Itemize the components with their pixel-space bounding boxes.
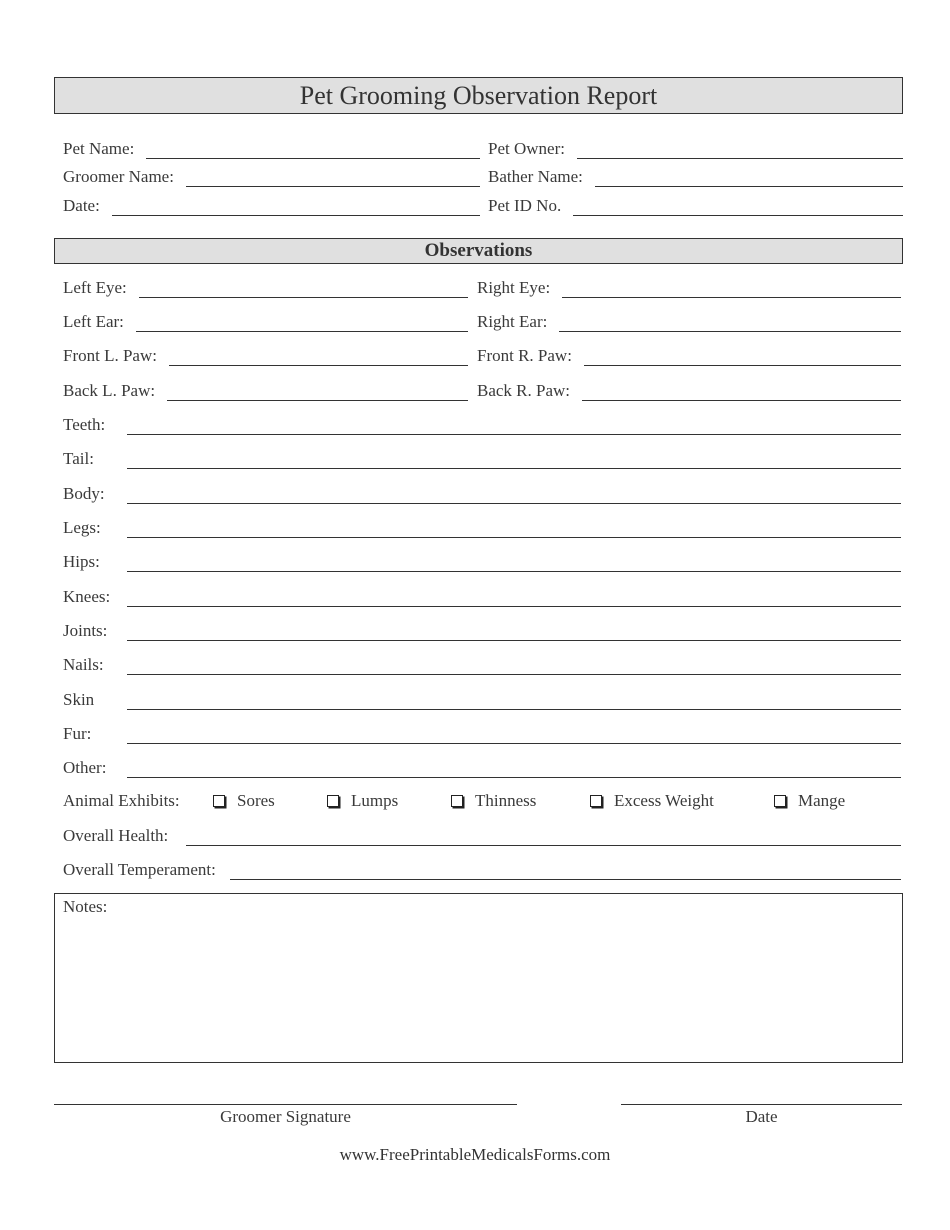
- overall-health-label: Overall Health:: [63, 826, 169, 845]
- left-ear-label: Left Ear:: [63, 312, 124, 331]
- knees-field[interactable]: [63, 585, 901, 607]
- mange-label: Mange: [798, 791, 846, 810]
- skin-field[interactable]: [63, 688, 901, 710]
- notes-box[interactable]: [54, 893, 903, 1063]
- teeth-field[interactable]: [63, 413, 901, 435]
- bather-name-field[interactable]: [488, 165, 903, 187]
- right-ear-field[interactable]: [477, 310, 901, 332]
- animal-exhibits-group: [63, 790, 903, 812]
- pet-id-label: Pet ID No.: [488, 196, 562, 215]
- nails-label: Nails:: [63, 655, 104, 674]
- groomer-name-label: Groomer Name:: [63, 167, 174, 186]
- groomer-signature-line[interactable]: [54, 1104, 517, 1105]
- signature-date-line[interactable]: [621, 1104, 902, 1105]
- groomer-name-field[interactable]: [63, 165, 480, 187]
- animal-exhibits-label: Animal Exhibits:: [63, 791, 180, 810]
- left-eye-field[interactable]: [63, 276, 468, 298]
- date-field[interactable]: [63, 194, 480, 216]
- right-ear-label: Right Ear:: [477, 312, 548, 331]
- fur-field[interactable]: [63, 722, 901, 744]
- thinness-label: Thinness: [475, 791, 537, 810]
- bather-name-label: Bather Name:: [488, 167, 583, 186]
- sores-checkbox[interactable]: [213, 790, 275, 812]
- other-field[interactable]: [63, 756, 901, 778]
- groomer-signature-caption: Groomer Signature: [220, 1107, 351, 1126]
- right-eye-label: Right Eye:: [477, 278, 551, 297]
- legs-field[interactable]: [63, 516, 901, 538]
- overall-temperament-field[interactable]: [63, 858, 901, 880]
- legs-label: Legs:: [63, 518, 101, 537]
- other-label: Other:: [63, 758, 107, 777]
- nails-field[interactable]: [63, 653, 901, 675]
- hips-field[interactable]: [63, 550, 901, 572]
- signature-date-caption: Date: [745, 1107, 778, 1126]
- joints-field[interactable]: [63, 619, 901, 641]
- back-r-paw-label: Back R. Paw:: [477, 381, 571, 400]
- knees-label: Knees:: [63, 587, 111, 606]
- tail-label: Tail:: [63, 449, 94, 468]
- back-l-paw-field[interactable]: [63, 379, 468, 401]
- body-field[interactable]: [63, 482, 901, 504]
- skin-label: Skin: [63, 690, 95, 709]
- teeth-label: Teeth:: [63, 415, 106, 434]
- checkbox-icon: [327, 795, 339, 807]
- overall-health-field[interactable]: [63, 824, 901, 846]
- pet-name-label: Pet Name:: [63, 139, 135, 158]
- date-label: Date:: [63, 196, 100, 215]
- excess-weight-label: Excess Weight: [614, 791, 714, 810]
- checkbox-icon: [590, 795, 602, 807]
- pet-owner-label: Pet Owner:: [488, 139, 565, 158]
- checkbox-icon: [451, 795, 463, 807]
- excess-weight-checkbox[interactable]: [590, 790, 714, 812]
- notes-label: Notes:: [63, 897, 108, 916]
- left-ear-field[interactable]: [63, 310, 468, 332]
- front-r-paw-field[interactable]: [477, 344, 901, 366]
- hips-label: Hips:: [63, 552, 100, 571]
- tail-field[interactable]: [63, 447, 901, 469]
- front-r-paw-label: Front R. Paw:: [477, 346, 572, 365]
- observations-heading: Observations: [54, 238, 903, 264]
- back-l-paw-label: Back L. Paw:: [63, 381, 156, 400]
- pet-name-field[interactable]: [63, 137, 480, 159]
- pet-owner-field[interactable]: [488, 137, 903, 159]
- lumps-checkbox[interactable]: [327, 790, 398, 812]
- mange-checkbox[interactable]: [774, 790, 845, 812]
- left-eye-label: Left Eye:: [63, 278, 127, 297]
- lumps-label: Lumps: [351, 791, 399, 810]
- checkbox-icon: [774, 795, 786, 807]
- joints-label: Joints:: [63, 621, 108, 640]
- right-eye-field[interactable]: [477, 276, 901, 298]
- footer-url: www.FreePrintableMedicalsForms.com: [339, 1145, 611, 1164]
- front-l-paw-label: Front L. Paw:: [63, 346, 157, 365]
- front-l-paw-field[interactable]: [63, 344, 468, 366]
- body-label: Body:: [63, 484, 105, 503]
- thinness-checkbox[interactable]: [451, 790, 536, 812]
- page-title: Pet Grooming Observation Report: [54, 77, 903, 114]
- pet-id-field[interactable]: [488, 194, 903, 216]
- fur-label: Fur:: [63, 724, 92, 743]
- checkbox-icon: [213, 795, 225, 807]
- overall-temperament-label: Overall Temperament:: [63, 860, 216, 879]
- back-r-paw-field[interactable]: [477, 379, 901, 401]
- sores-label: Sores: [237, 791, 275, 810]
